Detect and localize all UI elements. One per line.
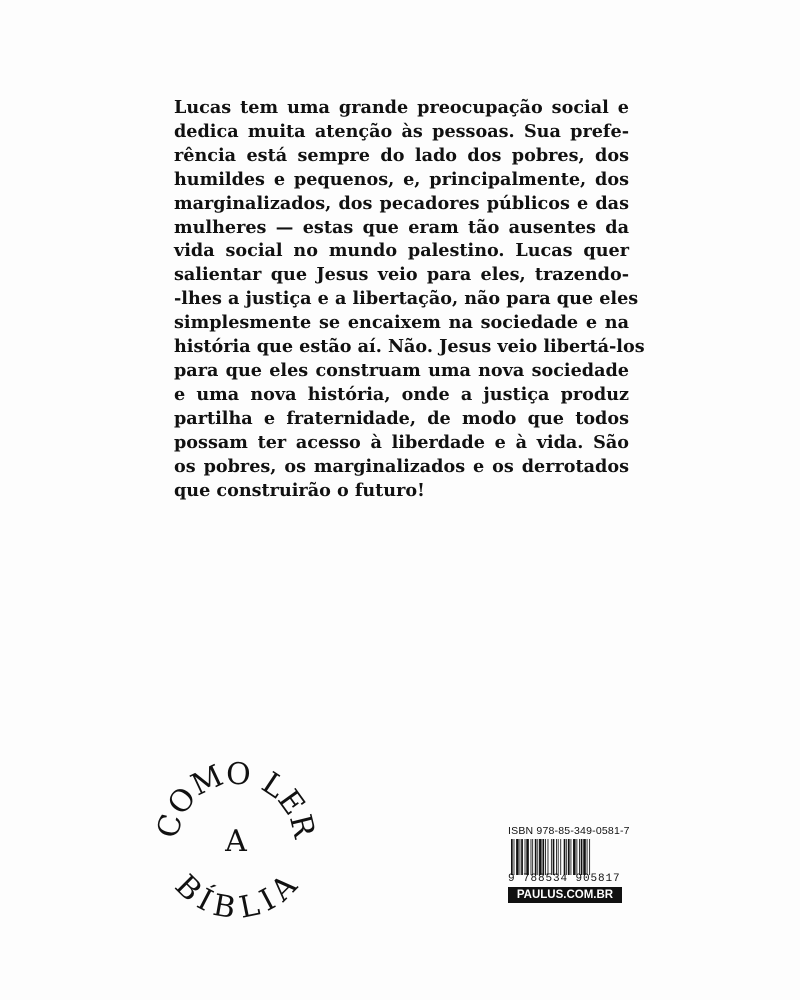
barcode-bar bbox=[537, 839, 538, 875]
barcode-bar bbox=[535, 839, 537, 875]
text-line: possam ter acesso à liberdade e à vida. São bbox=[174, 431, 629, 453]
logo-svg bbox=[150, 756, 322, 927]
barcode-bar bbox=[551, 839, 552, 875]
text-line: -lhes a justiça e a libertação, não para que eles bbox=[174, 288, 639, 310]
barcode-bar bbox=[571, 839, 572, 875]
text-line: humildes e pequenos, e, principalmente, dos bbox=[174, 168, 629, 190]
logo-middle-text: A bbox=[225, 824, 247, 859]
barcode-bar bbox=[525, 839, 526, 875]
barcode-bar bbox=[514, 839, 515, 875]
text-line: partilha e fraternidade, de modo que todos bbox=[174, 407, 629, 429]
text-line: mulheres — estas que eram tão ausentes da bbox=[174, 216, 629, 238]
text-line: os pobres, os marginalizados e os derrotados bbox=[174, 455, 629, 477]
barcode-bar bbox=[587, 839, 588, 875]
barcode-digits: 9 788534 905817 bbox=[508, 873, 621, 885]
text-line: história que estão aí. Não. Jesus veio libertá-los bbox=[174, 336, 645, 358]
barcode-bar bbox=[560, 839, 561, 875]
barcode-bar bbox=[576, 839, 577, 875]
text-line: e uma nova história, onde a justiça produz bbox=[174, 383, 629, 405]
text-line: Lucas tem uma grande preocupação social e bbox=[174, 97, 629, 118]
text-line: simplesmente se encaixem na sociedade e na bbox=[174, 312, 629, 334]
barcode-bar bbox=[532, 839, 533, 875]
synopsis-paragraph bbox=[174, 96, 645, 502]
barcode-bar bbox=[568, 839, 570, 875]
barcode-bar bbox=[583, 839, 586, 875]
barcode-bar bbox=[511, 839, 513, 875]
barcode-bar bbox=[539, 839, 542, 875]
barcode-bar bbox=[545, 839, 546, 875]
barcode-bar bbox=[553, 839, 555, 875]
barcode-bar bbox=[542, 839, 544, 875]
barcode-bar bbox=[516, 839, 519, 875]
text-line: para que eles construam uma nova sociedade bbox=[174, 359, 629, 381]
barcode-bar bbox=[558, 839, 559, 875]
barcode-bar bbox=[579, 839, 580, 875]
barcode-bar bbox=[521, 839, 523, 875]
barcode-bar bbox=[566, 839, 567, 875]
isbn-barcode-block bbox=[508, 825, 630, 903]
barcode-bar bbox=[573, 839, 576, 875]
como-ler-a-biblia-logo bbox=[150, 756, 322, 927]
text-line: vida social no mundo palestino. Lucas quer bbox=[174, 240, 629, 262]
publisher-website: PAULUS.COM.BR bbox=[508, 887, 622, 903]
text-line: rência está sempre do lado dos pobres, dos bbox=[174, 144, 629, 166]
text-line: que construirão o futuro! bbox=[174, 479, 425, 501]
text-line: marginalizados, dos pecadores públicos e das bbox=[174, 192, 629, 214]
barcode-bar bbox=[531, 839, 532, 875]
barcode-image bbox=[508, 839, 620, 875]
barcode-bar bbox=[548, 839, 549, 875]
logo-bottom-text: BÍBLIA bbox=[167, 868, 305, 927]
barcode-bar bbox=[520, 839, 521, 875]
text-line: salientar que Jesus veio para eles, trazendo- bbox=[174, 264, 629, 286]
barcode-bar bbox=[564, 839, 566, 875]
text-line: dedica muita atenção às pessoas. Sua prefe- bbox=[174, 120, 629, 142]
barcode-bar bbox=[589, 839, 590, 875]
barcode-bar bbox=[581, 839, 583, 875]
barcode-bar bbox=[556, 839, 557, 875]
isbn-number: ISBN 978-85-349-0581-7 bbox=[508, 825, 630, 837]
logo-top-text: COMO LER bbox=[150, 756, 322, 842]
barcode-bar bbox=[526, 839, 529, 875]
